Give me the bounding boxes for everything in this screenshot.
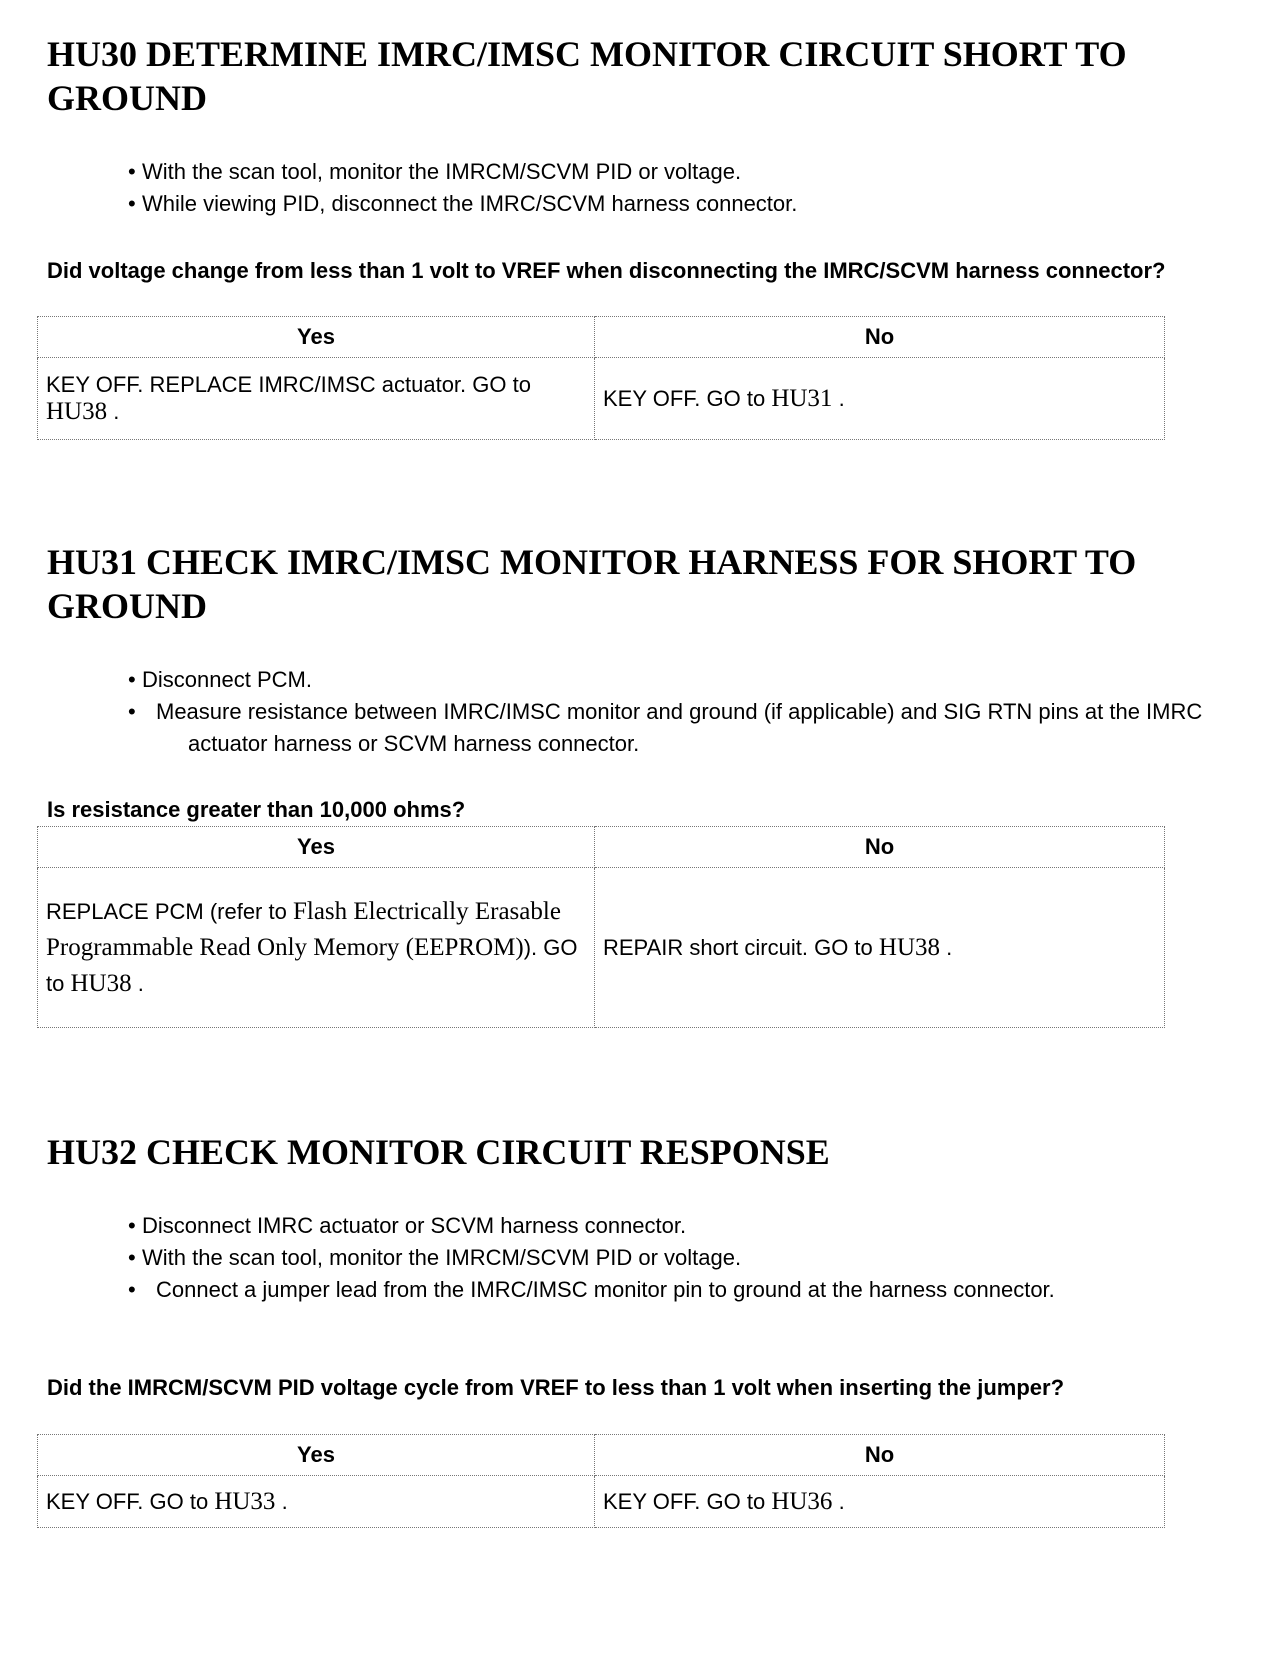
yes-header: Yes bbox=[38, 1435, 595, 1476]
yes-cell: KEY OFF. REPLACE IMRC/IMSC actuator. GO to HU38 . bbox=[38, 358, 595, 440]
no-header: No bbox=[595, 827, 1165, 868]
section-title: HU31 CHECK IMRC/IMSC MONITOR HARNESS FOR SHORT TO GROUND bbox=[47, 542, 1137, 626]
question: Did the IMRCM/SCVM PID voltage cycle from VREF to less than 1 volt when inserting the jumper? bbox=[47, 1375, 1065, 1400]
question: Is resistance greater than 10,000 ohms? bbox=[47, 797, 466, 822]
no-cell: KEY OFF. GO to HU31 . bbox=[595, 358, 1165, 440]
link-hu31[interactable]: HU31 bbox=[771, 384, 833, 412]
step-item: • Disconnect PCM. bbox=[128, 664, 1208, 696]
yes-cell: KEY OFF. GO to HU33 . bbox=[38, 1476, 595, 1528]
yes-cell: REPLACE PCM (refer to Flash Electrically Erasable Programmable Read Only Memory (EEPROM)). GO to HU38 . bbox=[38, 868, 595, 1028]
no-header: No bbox=[595, 317, 1165, 358]
step-item: • With the scan tool, monitor the IMRCM/SCVM PID or voltage. bbox=[128, 1242, 1208, 1274]
link-hu38[interactable]: HU38 bbox=[46, 397, 108, 425]
answer-table bbox=[37, 316, 1165, 440]
answer-table bbox=[37, 1434, 1165, 1528]
link-hu38[interactable]: HU38 bbox=[878, 933, 941, 961]
step-list bbox=[128, 156, 1208, 220]
bullet-icon: • bbox=[128, 1245, 136, 1270]
link-hu38[interactable]: HU38 bbox=[70, 969, 132, 997]
section-title: HU30 DETERMINE IMRC/IMSC MONITOR CIRCUIT SHORT TO GROUND bbox=[47, 34, 1127, 118]
step-item: • Connect a jumper lead from the IMRC/IMSC monitor pin to ground at the harness connector. bbox=[128, 1274, 1208, 1306]
link-hu36[interactable]: HU36 bbox=[771, 1487, 833, 1515]
step-item: • Disconnect IMRC actuator or SCVM harness connector. bbox=[128, 1210, 1208, 1242]
bullet-icon: • bbox=[128, 191, 136, 216]
yes-header: Yes bbox=[38, 827, 595, 868]
no-header: No bbox=[595, 1435, 1165, 1476]
step-item: • Measure resistance between IMRC/IMSC monitor and ground (if applicable) and SIG RTN pins at the IMRC actuator harness or SCVM harness connector. bbox=[128, 696, 1208, 760]
question: Did voltage change from less than 1 volt to VREF when disconnecting the IMRC/SCVM harness connector? bbox=[47, 258, 1166, 283]
bullet-icon: • bbox=[128, 1277, 136, 1302]
no-cell: REPAIR short circuit. GO to HU38 . bbox=[595, 868, 1165, 1028]
step-list bbox=[128, 664, 1208, 760]
bullet-icon: • bbox=[128, 1213, 136, 1238]
no-cell: KEY OFF. GO to HU36 . bbox=[595, 1476, 1165, 1528]
step-item: • While viewing PID, disconnect the IMRC/SCVM harness connector. bbox=[128, 188, 1208, 220]
link-eeprom[interactable]: Flash Electrically Erasable Programmable Read Only Memory (EEPROM) bbox=[46, 897, 561, 961]
answer-table bbox=[37, 826, 1165, 1028]
yes-header: Yes bbox=[38, 317, 595, 358]
step-list bbox=[128, 1210, 1208, 1306]
section-title: HU32 CHECK MONITOR CIRCUIT RESPONSE bbox=[47, 1132, 830, 1172]
bullet-icon: • bbox=[128, 667, 136, 692]
bullet-icon: • bbox=[128, 159, 136, 184]
step-item: • With the scan tool, monitor the IMRCM/SCVM PID or voltage. bbox=[128, 156, 1208, 188]
bullet-icon: • bbox=[128, 699, 136, 724]
link-hu33[interactable]: HU33 bbox=[214, 1487, 276, 1515]
